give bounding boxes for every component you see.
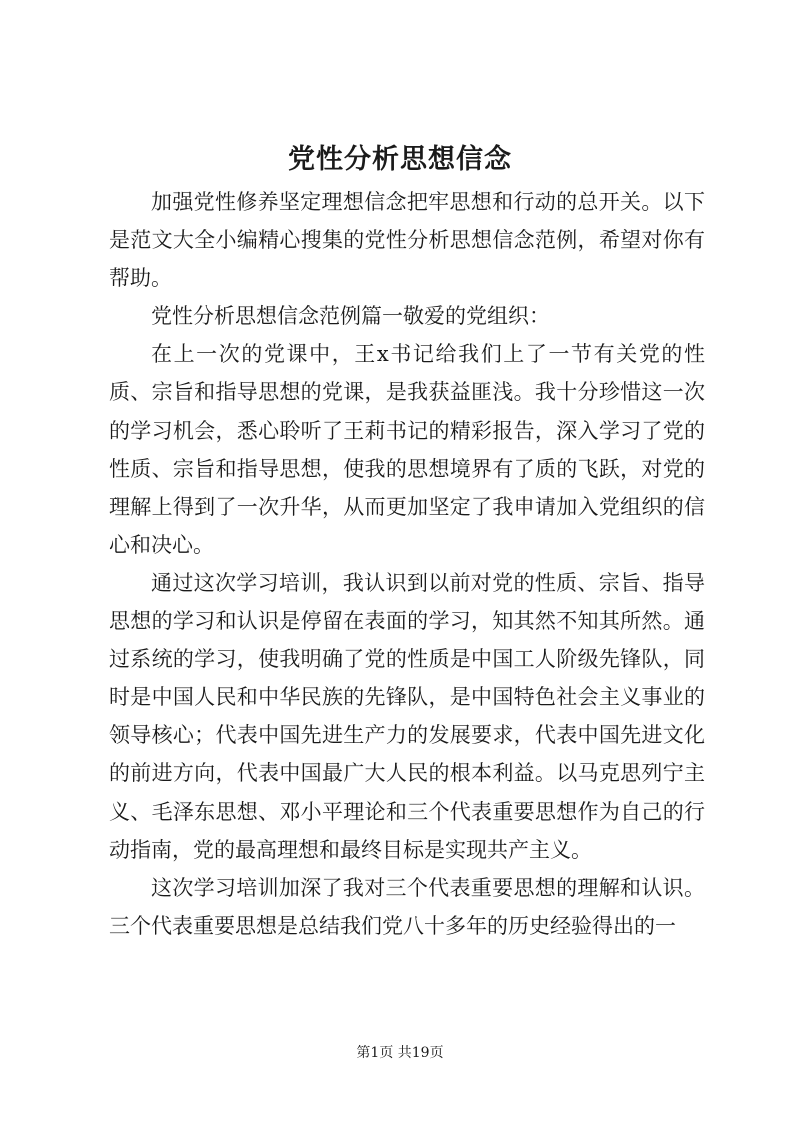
paragraph-heading: 党性分析思想信念范例篇一敬爱的党组织：	[151, 304, 550, 329]
paragraph-intro: 加强党性修养坚定理想信念把牢思想和行动的总开关。以下是范文大全小编精心搜集的党性分析思想信念范例，希望对你有帮助。	[109, 190, 705, 291]
paragraph-body-1: 在上一次的党课中，王x书记给我们上了一节有关党的性质、宗旨和指导思想的党课，是我获益匪浅。我十分珍惜这一次的学习机会，悉心聆听了王莉书记的精彩报告，深入学习了党的性质、宗旨和指导思想，使我的思想境界有了质的飞跃，对党的理解上得到了一次升华，从而更加坚定了我申请加入党组织的信心和决心。	[109, 342, 705, 557]
paragraph-body-2: 通过这次学习培训，我认识到以前对党的性质、宗旨、指导思想的学习和认识是停留在表面的学习，知其然不知其所然。通过系统的学习，使我明确了党的性质是中国工人阶级先锋队，同时是中国人民和中华民族的先锋队，是中国特色社会主义事业的领导核心；代表中国先进生产力的发展要求，代表中国先进文化的前进方向，代表中国最广大人民的根本利益。以马克思列宁主义、毛泽东思想、邓小平理论和三个代表重要思想作为自己的行动指南，党的最高理想和最终目标是实现共产主义。	[109, 570, 705, 862]
page-number: 第1页 共19页	[356, 1045, 444, 1061]
paragraph-body-3: 这次学习培训加深了我对三个代表重要思想的理解和认识。三个代表重要思想是总结我们党八十多年的历史经验得出的一	[109, 875, 705, 938]
document-title: 党性分析思想信念	[288, 144, 512, 175]
document-body	[109, 183, 705, 945]
